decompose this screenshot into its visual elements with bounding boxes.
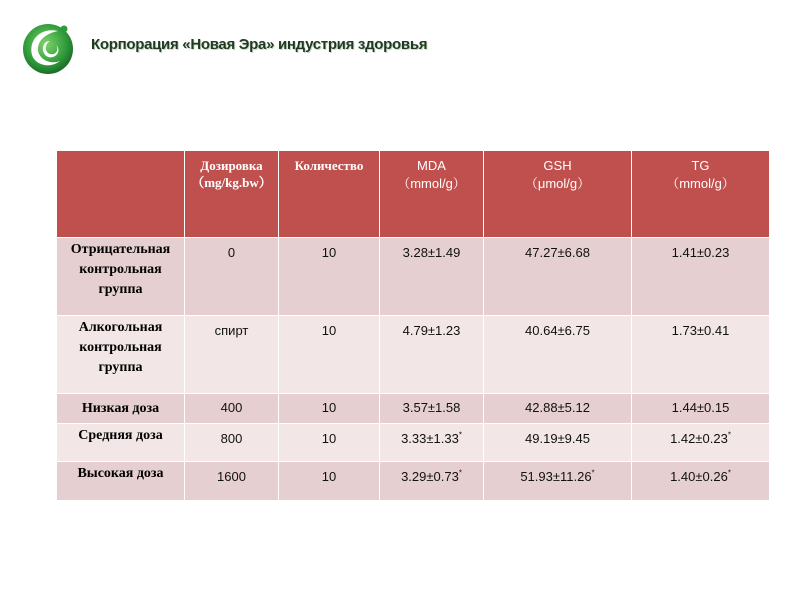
tg-value: 1.41±0.23 xyxy=(671,245,730,260)
dose-cell: 400 xyxy=(185,394,279,424)
header-cell-mda xyxy=(380,151,484,238)
mda-value: 4.79±1.23 xyxy=(402,323,461,338)
count-cell: 10 xyxy=(279,238,380,316)
gsh-cell xyxy=(484,424,632,462)
mda-value: 3.33±1.33 xyxy=(401,431,459,446)
gsh-cell xyxy=(484,316,632,394)
company-logo-icon xyxy=(20,19,78,75)
significance-mark: * xyxy=(458,468,462,478)
tg-cell xyxy=(632,424,770,462)
mda-cell xyxy=(380,424,484,462)
header-mda-label: MDA xyxy=(417,158,446,173)
tg-value: 1.44±0.15 xyxy=(671,400,730,415)
header-cell-dose xyxy=(185,151,279,238)
table-row xyxy=(57,462,770,501)
header-gsh-label: GSH xyxy=(543,158,572,173)
significance-mark: * xyxy=(727,468,731,478)
tg-cell xyxy=(632,238,770,316)
header-cell-tg xyxy=(632,151,770,238)
table-row xyxy=(57,316,770,394)
dose-cell: 0 xyxy=(185,238,279,316)
gsh-cell xyxy=(484,238,632,316)
header-mda-unit: （mmol/g） xyxy=(397,176,466,191)
table-row xyxy=(57,238,770,316)
significance-mark: * xyxy=(591,468,595,478)
mda-cell xyxy=(380,316,484,394)
header-cell-group xyxy=(57,151,185,238)
mda-cell xyxy=(380,462,484,501)
gsh-value: 40.64±6.75 xyxy=(525,323,590,338)
count-cell: 10 xyxy=(279,462,380,501)
mda-cell xyxy=(380,394,484,424)
table-row xyxy=(57,394,770,424)
mda-value: 3.28±1.49 xyxy=(402,245,461,260)
row-group-label: Средняя доза xyxy=(57,424,185,462)
gsh-cell xyxy=(484,394,632,424)
header-cell-gsh xyxy=(484,151,632,238)
gsh-value: 47.27±6.68 xyxy=(525,245,590,260)
dose-cell: 1600 xyxy=(185,462,279,501)
significance-mark: * xyxy=(458,430,462,440)
header-gsh-unit: （μmol/g） xyxy=(524,176,591,191)
gsh-cell xyxy=(484,462,632,501)
row-group-label: Высокая доза xyxy=(57,462,185,501)
header-cell-count xyxy=(279,151,380,238)
header-dose-unit: （mg/kg.bw） xyxy=(191,175,272,190)
row-group-label: Отрицательная контрольная группа xyxy=(57,238,185,316)
tg-cell xyxy=(632,394,770,424)
count-cell: 10 xyxy=(279,394,380,424)
gsh-value: 49.19±9.45 xyxy=(525,431,590,446)
dose-cell: 800 xyxy=(185,424,279,462)
company-name: Корпорация «Новая Эра» индустрия здоровья xyxy=(91,36,428,53)
count-cell: 10 xyxy=(279,316,380,394)
results-table xyxy=(56,150,770,501)
row-group-label: Алкогольная контрольная группа xyxy=(57,316,185,394)
dose-cell: спирт xyxy=(185,316,279,394)
tg-cell xyxy=(632,462,770,501)
mda-value: 3.57±1.58 xyxy=(402,400,461,415)
tg-cell xyxy=(632,316,770,394)
header-tg-label: TG xyxy=(691,158,710,173)
tg-value: 1.73±0.41 xyxy=(671,323,730,338)
tg-value: 1.42±0.23 xyxy=(670,431,728,446)
gsh-value: 51.93±11.26 xyxy=(520,469,592,484)
mda-value: 3.29±0.73 xyxy=(401,469,459,484)
header-dose-label: Дозировка xyxy=(200,158,263,173)
row-group-label: Низкая доза xyxy=(57,394,185,424)
header-count-label: Количество xyxy=(294,158,364,173)
table-header-row xyxy=(57,151,770,238)
header-tg-unit: （mmol/g） xyxy=(666,176,735,191)
tg-value: 1.40±0.26 xyxy=(670,469,728,484)
mda-cell xyxy=(380,238,484,316)
gsh-value: 42.88±5.12 xyxy=(525,400,590,415)
count-cell: 10 xyxy=(279,424,380,462)
table-row xyxy=(57,424,770,462)
significance-mark: * xyxy=(727,430,731,440)
